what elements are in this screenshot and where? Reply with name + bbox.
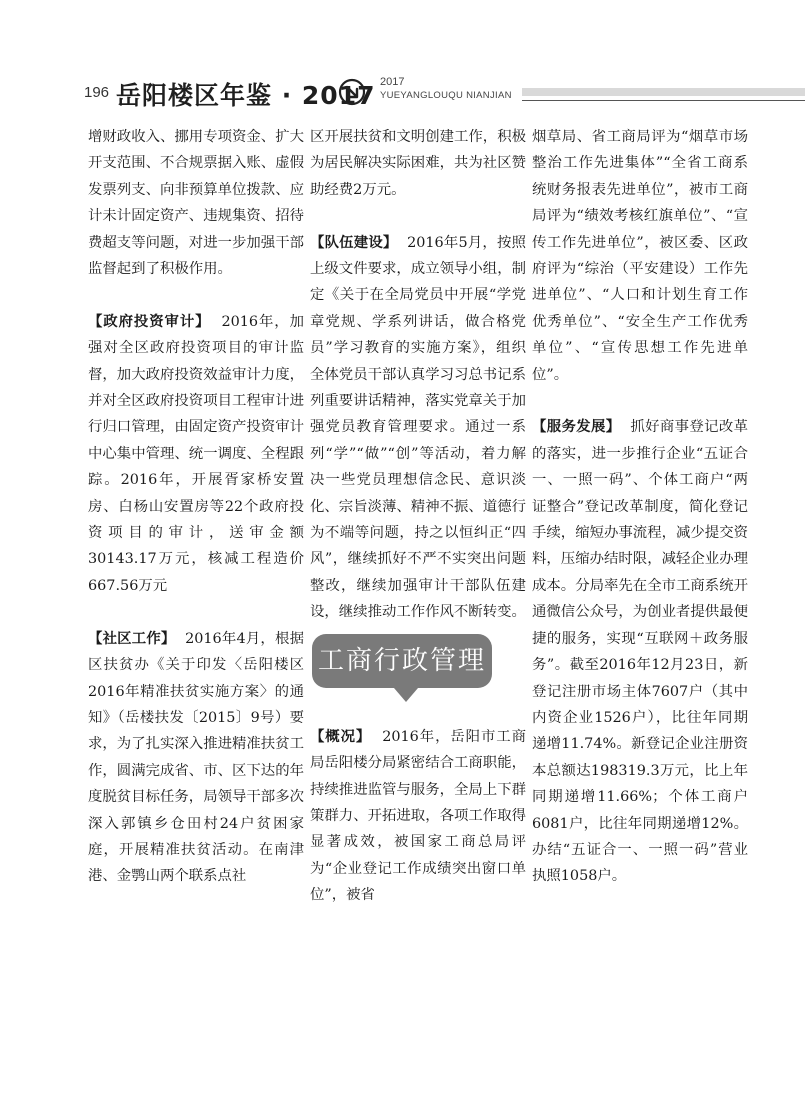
section-body: 2016年，岳阳市工商局岳阳楼分局紧密结合工商职能，持续推进监管与服务，全局上下群策群力、开拓进取，各项工作取得显著成效，被国家工商总局评为“企业登记工作成绩突出窗口单位”，被省: [310, 728, 526, 904]
page-header: [0, 70, 805, 118]
section-body: 2016年，加强对全区政府投资项目的审计监督，加大政府投资效益审计力度，并对全区政府投资项目工程审计进行归口管理，由固定资产投资审计中心集中管理、统一调度、全程跟踪。2016年，开展胥家桥安置房、白杨山安置房等22个政府投资项目的审计，送审金额30143.17万元，核减工程造价667.56万元: [88, 313, 304, 594]
section-heading: 【社区工作】: [88, 630, 176, 647]
page-number: 196: [84, 84, 110, 101]
section-heading: 【概况】: [310, 728, 372, 745]
paragraph: 增财政收入、挪用专项资金、扩大开支范围、不合规票据入账、虚假发票列支、向非预算单位拨款、应计未计固定资产、违规集资、招待费超支等问题，对进一步加强干部监督起到了积极作用。: [88, 129, 304, 278]
header-pinyin: YUEYANGLOUQU NIANJIAN: [380, 90, 512, 101]
speech-bubble-tail: [394, 688, 418, 702]
column-3: [532, 124, 748, 890]
section-body: 2016年4月，根据区扶贫办《关于印发〈岳阳楼区2016年精准扶贫实施方案〉的通知》（岳楼扶发〔2015〕9号）要求，为了扎实深入推进精准扶贫工作，圆满完成省、市、区下达的年度脱贫目标任务，局领导干部多次深入郭镇乡仓田村24户贫困家庭，开展精准扶贫活动。在南津港、金鹗山两个联系点社: [88, 630, 304, 885]
section-community-work: [88, 626, 304, 890]
section-heading: 【队伍建设】: [310, 234, 398, 251]
book-title: 岳阳楼区年鉴 · 2017: [116, 81, 376, 110]
section-heading: 【政府投资审计】: [88, 313, 211, 330]
section-title-box: [312, 634, 492, 688]
section-overview: [310, 724, 526, 909]
section-body: 抓好商事登记改革的落实，进一步推行企业“五证合一、一照一码”、个体工商户“两证整合”登记改革制度，简化登记手续，缩短办事流程，减少提交资料，压缩办结时限，减轻企业办理成本。分局率先在全市工商系统开通微信公众号，为创业者提供最便捷的服务，实现“互联网＋政务服务”。截至2016年12月23日，新登记注册市场主体7607户（其中内资企业1526户），比往年同期递增11.74%。新登记企业注册资本总额达198319.3万元，比上年同期递增11.66%；个体工商户6081户，比往年同期递增12%。办结“五证合一、一照一码”营业执照1058户。: [532, 419, 748, 885]
header-year: 2017: [380, 76, 405, 88]
section-body: 2016年5月，按照上级文件要求，成立领导小组，制定《关于在全局党员中开展“学党章党规、学系列讲话，做合格党员”学习教育的实施方案》，组织全体党员干部认真学习习总书记系列重要讲话精神，落实党章关于加强党员教育管理要求。通过一系列“学”“做”“创”等活动，着力解决一些党员理想信念民、意识淡化、宗旨淡薄、精神不振、道德行为不端等问题，持之以恒纠正“四风”，继续抓好不严不实突出问题整改，继续加强审计干部队伍建设，继续推动工作作风不断转变。: [310, 234, 526, 621]
circle-arrow-icon: [338, 78, 366, 106]
column-2: [310, 124, 526, 909]
paragraph: 烟草局、省工商局评为“烟草市场整治工作先进集体”“全省工商系统财务报表先进单位”，被市工商局评为“绩效考核红旗单位”、“宣传工作先进单位”，被区委、区政府评为“综治（平安建设）工作先进单位”、“人口和计划生育工作优秀单位”、“安全生产工作优秀单位”、“宣传思想工作先进单位”。: [532, 129, 748, 383]
section-service-development: [532, 414, 748, 889]
header-rule-bar: [522, 88, 805, 96]
header-rule: [522, 100, 805, 101]
section-team-building: [310, 230, 526, 626]
column-1: [88, 124, 304, 890]
section-title: 工商行政管理: [317, 645, 486, 676]
section-government-investment-audit: [88, 309, 304, 599]
paragraph: 区开展扶贫和文明创建工作，积极为居民解决实际困难，共为社区赞助经费2万元。: [310, 129, 526, 198]
section-heading: 【服务发展】: [532, 419, 621, 436]
